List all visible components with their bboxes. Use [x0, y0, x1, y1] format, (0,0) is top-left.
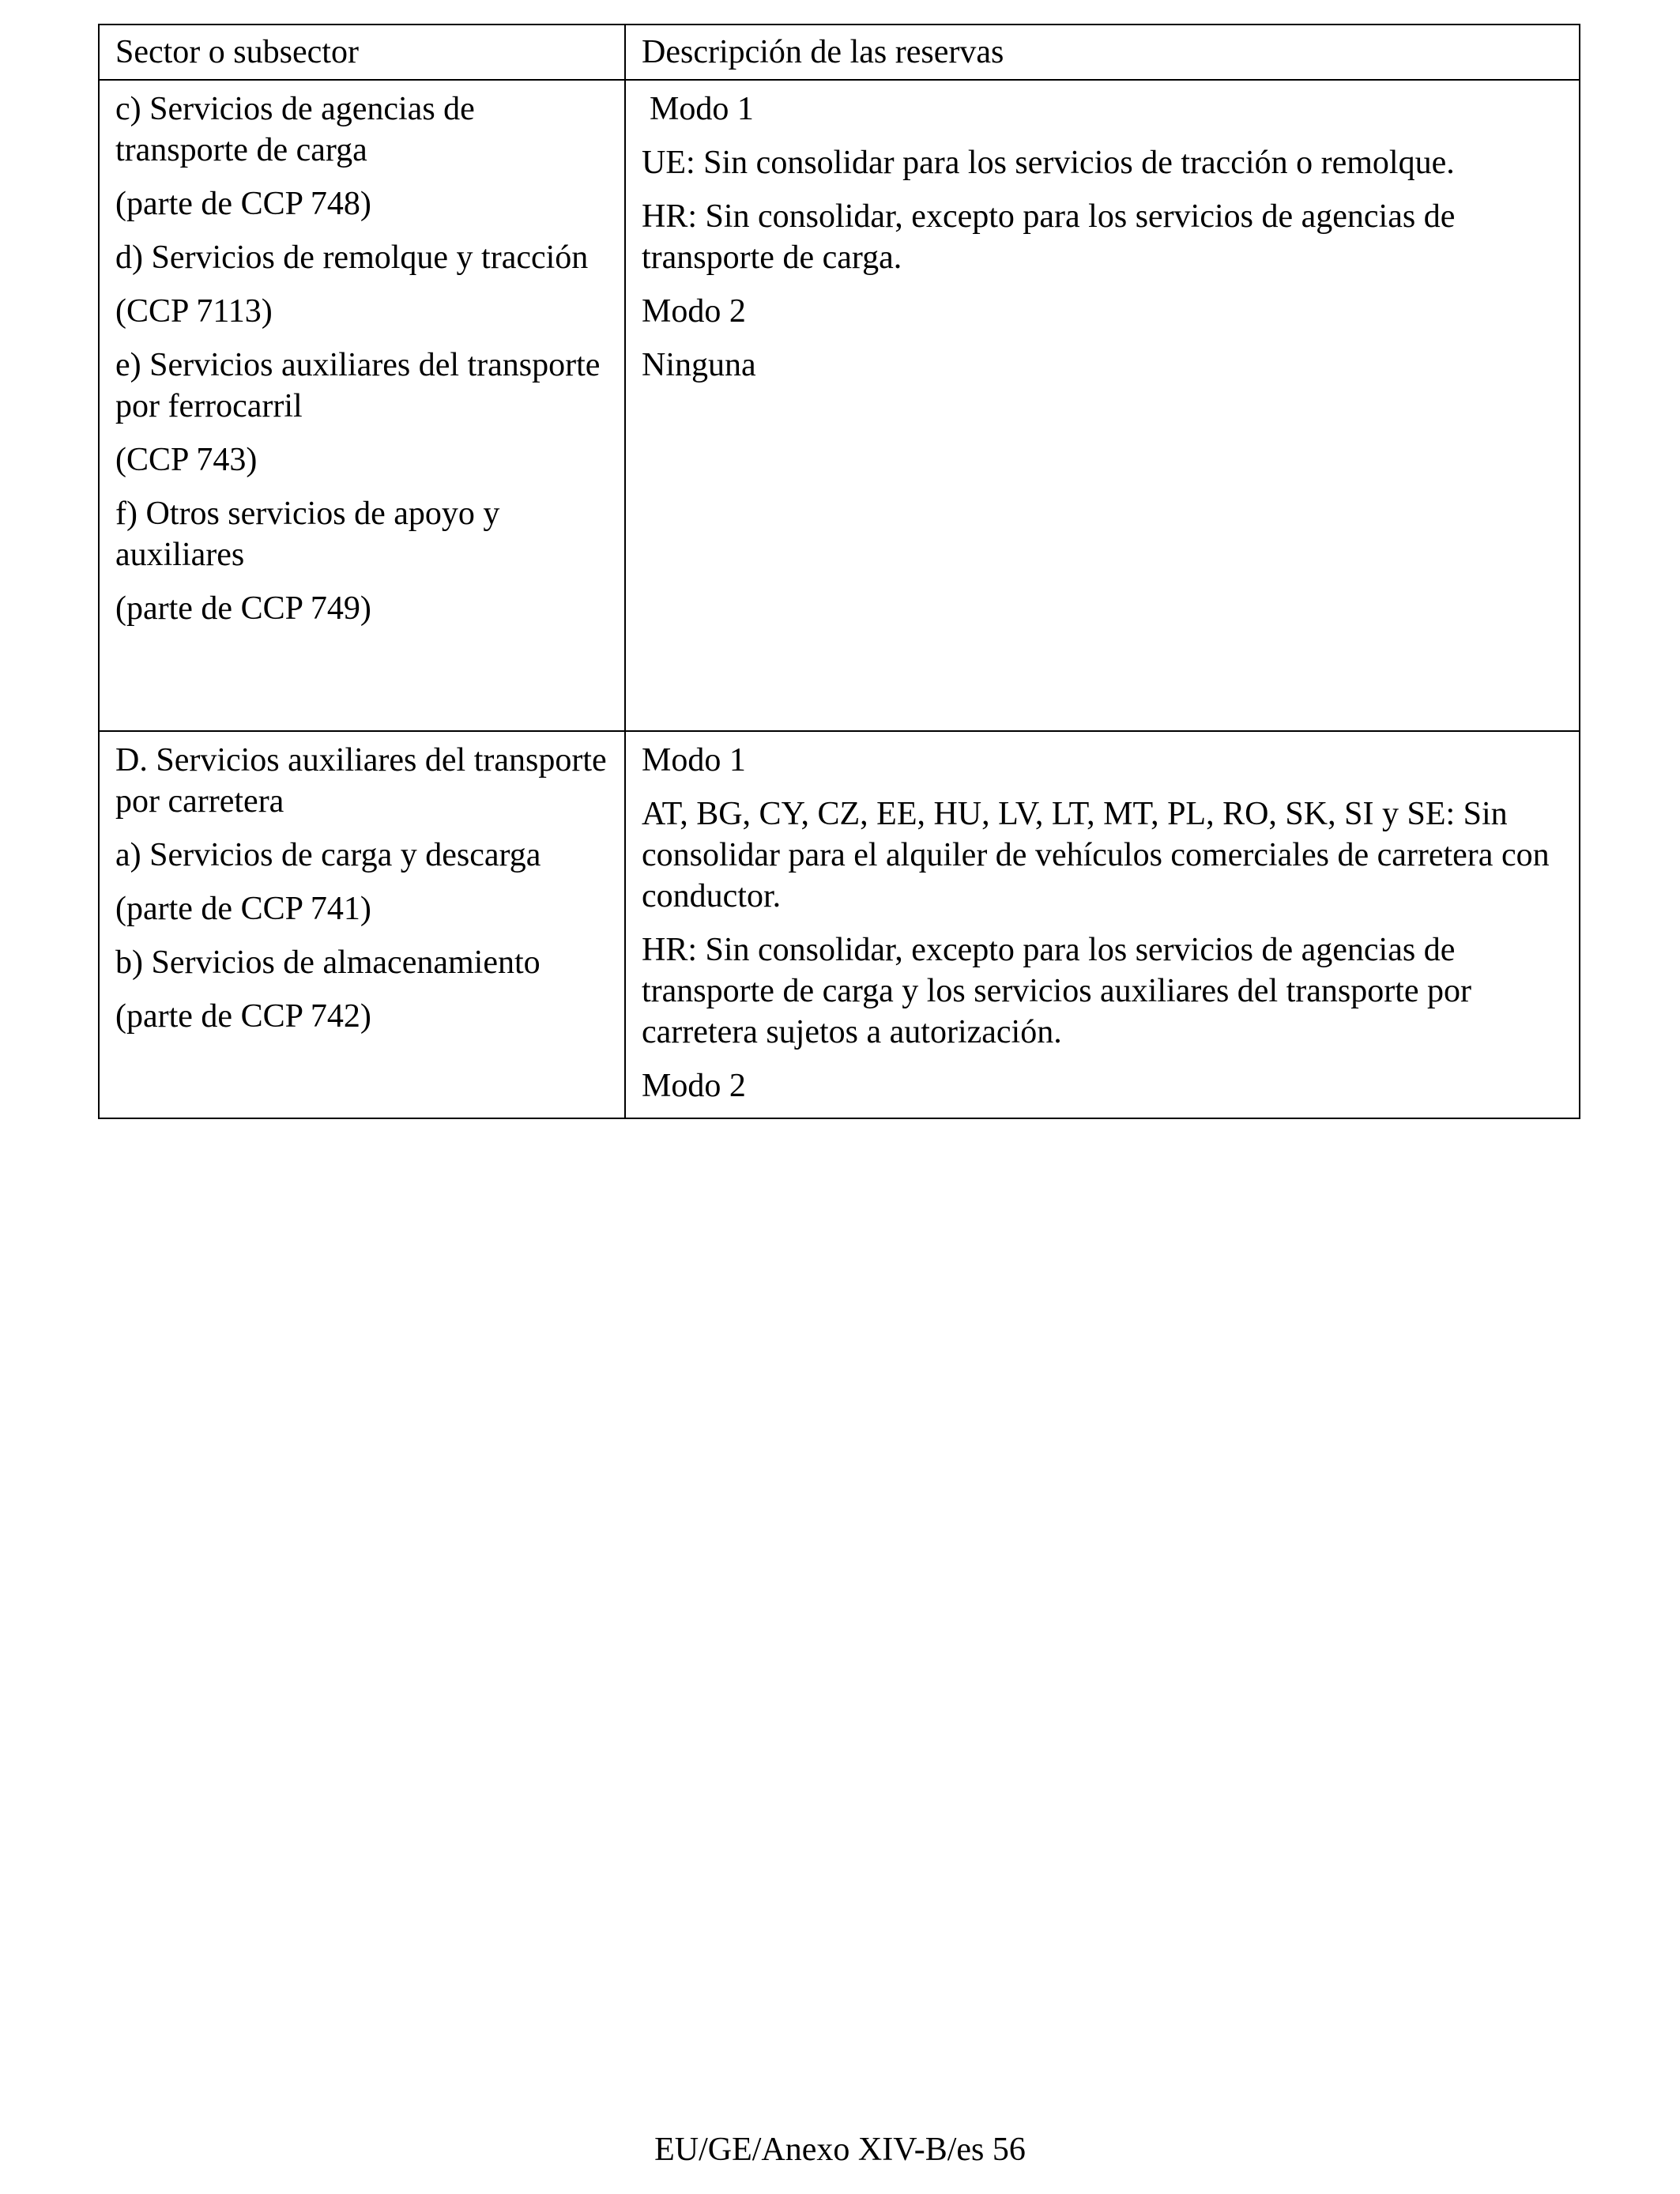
sector-line: D. Servicios auxiliares del transporte por carretera: [115, 742, 607, 820]
sector-line: (CCP 7113): [115, 293, 273, 330]
description-line: Modo 2: [642, 1068, 746, 1104]
header-description: Descripción de las reservas: [625, 25, 1580, 80]
table-header-row: [99, 25, 1580, 80]
page-footer: EU/GE/Anexo XIV-B/es 56: [654, 2132, 1026, 2168]
sector-line: e) Servicios auxiliares del transporte por ferrocarril: [115, 347, 601, 424]
sector-line: (parte de CCP 749): [115, 590, 371, 627]
table-row: [99, 80, 1580, 731]
header-sector: Sector o subsector: [99, 25, 625, 80]
description-line: AT, BG, CY, CZ, EE, HU, LV, LT, MT, PL, RO, SK, SI y SE: Sin consolidar para el alquiler de vehículos comerciales de carretera con conductor.: [642, 796, 1550, 914]
sector-line: d) Servicios de remolque y tracción: [115, 239, 589, 276]
sector-line: (parte de CCP 741): [115, 891, 371, 927]
sector-line: f) Otros servicios de apoyo y auxiliares: [115, 496, 500, 573]
table-row: [99, 731, 1580, 1118]
sector-cell: [99, 80, 625, 731]
description-line: HR: Sin consolidar, excepto para los servicios de agencias de transporte de carga.: [642, 198, 1456, 276]
sector-line: (parte de CCP 748): [115, 186, 371, 222]
description-cell: [625, 731, 1580, 1118]
description-line: Modo 1: [642, 742, 746, 778]
sector-line: (CCP 743): [115, 442, 258, 478]
sector-line: b) Servicios de almacenamiento: [115, 944, 541, 981]
description-line: HR: Sin consolidar, excepto para los servicios de agencias de transporte de carga y los servicios auxiliares del transporte por carretera sujetos a autorización.: [642, 932, 1472, 1050]
sector-line: (parte de CCP 742): [115, 998, 371, 1035]
reservations-table: [98, 24, 1580, 1119]
description-line: Ninguna: [642, 347, 756, 383]
sector-line: a) Servicios de carga y descarga: [115, 837, 541, 873]
sector-cell: [99, 731, 625, 1118]
description-line: Modo 1: [650, 91, 754, 127]
description-line: UE: Sin consolidar para los servicios de tracción o remolque.: [642, 145, 1455, 181]
description-line: Modo 2: [642, 293, 746, 330]
description-cell: [625, 80, 1580, 731]
sector-line: c) Servicios de agencias de transporte de carga: [115, 91, 475, 168]
